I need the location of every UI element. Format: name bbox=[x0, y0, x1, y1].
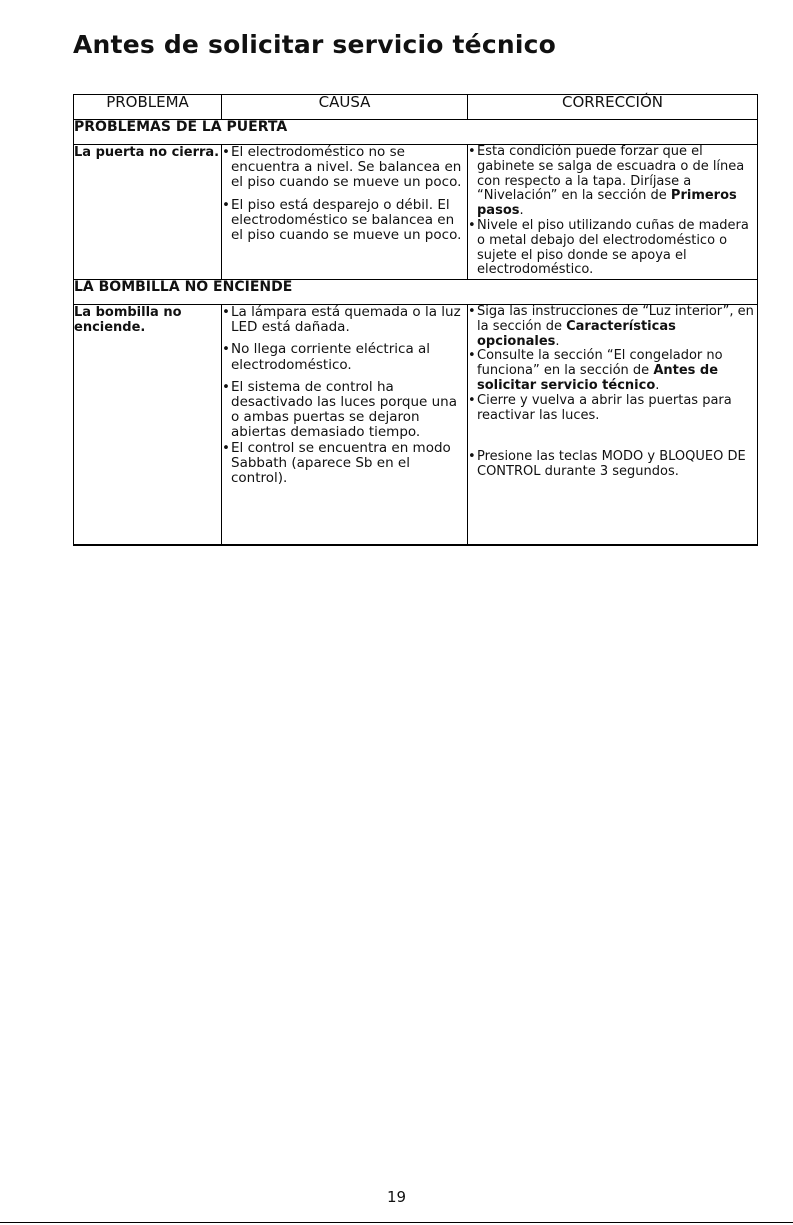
correction-list bbox=[468, 145, 758, 280]
header-cause: CAUSA bbox=[222, 95, 468, 120]
section-heading-row bbox=[74, 280, 758, 305]
correction-list bbox=[468, 305, 758, 545]
page-title: Antes de solicitar servicio técnico bbox=[73, 30, 557, 59]
section-heading-door: PROBLEMAS DE LA PUERTA bbox=[74, 120, 758, 145]
cause-item: • El sistema de control ha desactivado las luces porque una o ambas puertas se dejaron abiertas demasiado tiempo. bbox=[222, 378, 457, 441]
cause-list bbox=[222, 305, 468, 545]
correction-item: • Nivele el piso utilizando cuñas de madera o metal debajo del electrodoméstico o sujete el piso donde se apoya el electrodoméstico. bbox=[468, 217, 749, 278]
cause-item: • La lámpara está quemada o la luz LED está dañada. bbox=[222, 304, 461, 336]
correction-item: • Cierre y vuelva a abrir las puertas para reactivar las luces. bbox=[468, 392, 732, 423]
page-number: 19 bbox=[386, 1188, 407, 1206]
cause-item: • El electrodoméstico no se encuentra a nivel. Se balancea en el piso cuando se mueve un poco. bbox=[222, 144, 462, 191]
header-row bbox=[74, 95, 758, 120]
correction-item: • Consulte la sección “El congelador no funciona” en la sección de Antes de solicitar servicio técnico. bbox=[468, 348, 723, 393]
cause-item: • El control se encuentra en modo Sabbath (aparece Sb en el control). bbox=[222, 439, 451, 487]
header-correction: CORRECCIÓN bbox=[468, 95, 758, 120]
cause-item: • El piso está desparejo o débil. El electrodoméstico se balancea en el piso cuando se mueve un poco. bbox=[222, 196, 462, 244]
header-problem: PROBLEMA bbox=[74, 95, 222, 120]
cause-item: • No llega corriente eléctrica al electrodoméstico. bbox=[222, 341, 431, 373]
problem-bulb: La bombilla no enciende. bbox=[74, 305, 222, 545]
bottom-rule bbox=[0, 1222, 793, 1223]
table-row bbox=[74, 305, 758, 545]
troubleshooting-table bbox=[73, 94, 758, 546]
correction-item: • Esta condición puede forzar que el gabinete se salga de escuadra o de línea con respecto a la tapa. Diríjase a “Nivelación” en la sección de Primeros pasos. bbox=[468, 144, 745, 219]
section-heading-row bbox=[74, 120, 758, 145]
cause-list bbox=[222, 145, 468, 280]
correction-item: • Siga las instrucciones de “Luz interior”, en la sección de Características opcionales. bbox=[468, 304, 754, 349]
section-heading-bulb: LA BOMBILLA NO ENCIENDE bbox=[74, 280, 758, 305]
table-row bbox=[74, 145, 758, 280]
correction-item: • Presione las teclas MODO y BLOQUEO DE CONTROL durante 3 segundos. bbox=[468, 449, 746, 480]
problem-door: La puerta no cierra. bbox=[74, 145, 222, 280]
